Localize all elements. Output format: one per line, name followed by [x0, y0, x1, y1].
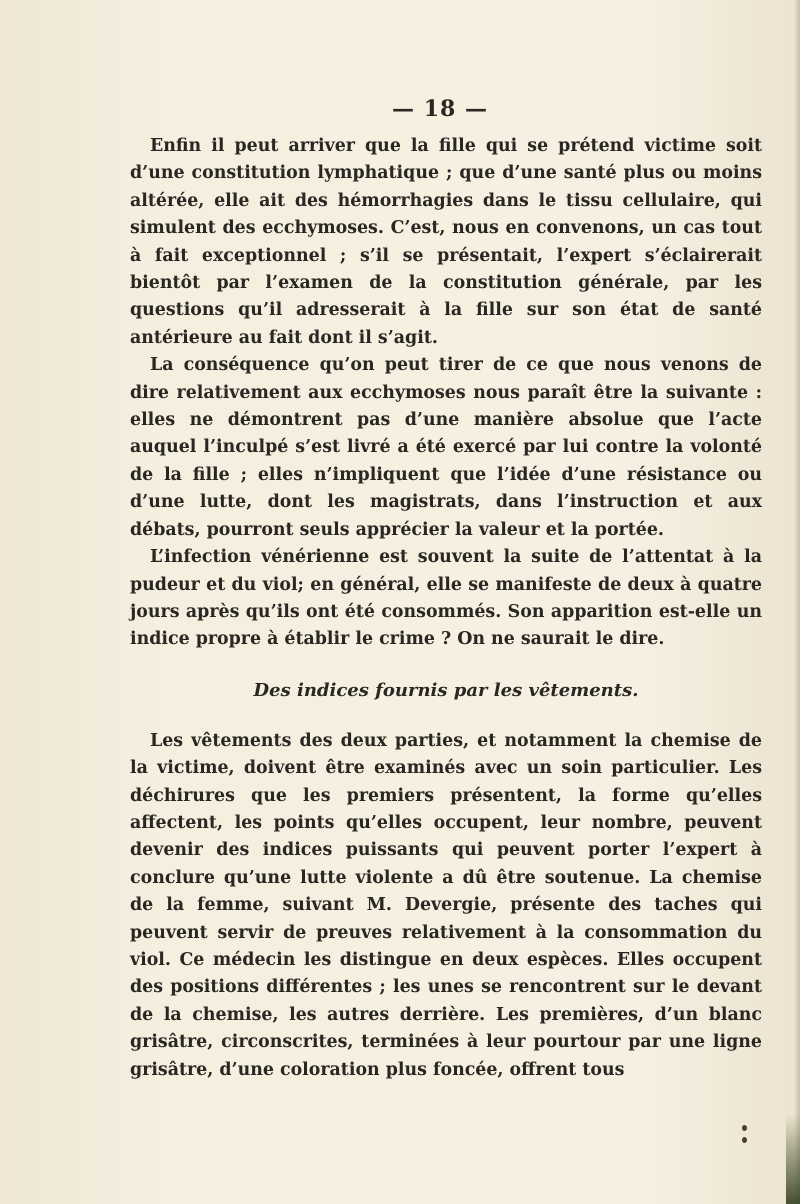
- ink-speck: [742, 1125, 747, 1131]
- ink-specks: [742, 1125, 747, 1149]
- ink-speck: [742, 1137, 747, 1143]
- page-number: — 18 —: [392, 96, 488, 122]
- paragraph-1: Enfin il peut arriver que la fille qui se prétend victime soit d’une constitution lymphatique ; que d’une santé plus ou moins altérée, elle ait des hémorrhagies dans le tissu cellulaire, qui simulent des ecchymoses. C’est, nous en convenons, un cas tout à fait exceptionnel ; s’il se présentait, l’expert s’éclairerait bientôt par l’examen de la constitution générale, par les questions qu’il adresserait à la fille sur son état de santé antérieure au fait dont il s’agit.: [130, 136, 762, 348]
- corner-stain: [786, 1114, 800, 1204]
- paragraph-4: Les vêtements des deux parties, et notamment la chemise de la victime, doivent être examinés avec un soin particulier. Les déchirures que les premiers présentent, la forme qu’elles affectent, les points qu’elles occupent, leur nombre, peuvent devenir des indices puissants qui peuvent porter l’expert à conclure qu’une lutte violente a dû être soutenue. La chemise de la femme, suivant M. Devergie, présente des taches qui peuvent servir de preuves relativement à la consommation du viol. Ce médecin les distingue en deux espèces. Elles occupent des positions différentes ; les unes se rencontrent sur le devant de la chemise, les autres derrière. Les premières, d’un blanc grisâtre, circonscrites, terminées à leur pourtour par une ligne grisâtre, d’une coloration plus foncée, offrent tous: [130, 730, 762, 1080]
- paragraph-3: L’infection vénérienne est souvent la suite de l’attentat à la pudeur et du viol; en général, elle se manifeste de deux à quatre jours après qu’ils ont été consommés. Son apparition est-elle un indice propre à établir le crime ? On ne saurait le dire.: [130, 547, 762, 650]
- body-text: [130, 133, 762, 1084]
- section-heading: Des indices fournis par les vêtements.: [253, 679, 639, 701]
- page-edge-shadow: [794, 0, 800, 1204]
- paragraph-2: La conséquence qu’on peut tirer de ce que nous venons de dire relativement aux ecchymoses nous paraît être la suivante : elles ne démontrent pas d’une manière absolue que l’acte auquel l’inculpé s’est livré a été exercé par lui contre la volonté de la fille ; elles n’impliquent que l’idée d’une résistance ou d’une lutte, dont les magistrats, dans l’instruction et aux débats, pourront seuls apprécier la valeur et la portée.: [130, 355, 762, 540]
